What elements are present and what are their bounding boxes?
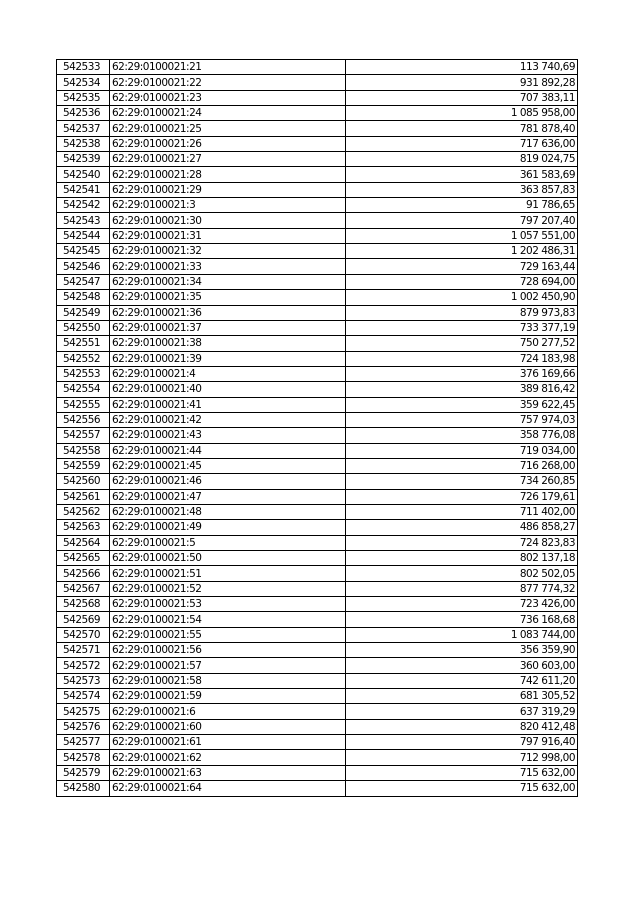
cadastral-number-cell: 62:29:0100021:4 xyxy=(110,366,346,381)
cadastral-value-cell: 389 816,42 xyxy=(346,382,578,397)
cadastral-number-cell: 62:29:0100021:43 xyxy=(110,428,346,443)
cadastral-number-cell: 62:29:0100021:29 xyxy=(110,182,346,197)
cadastral-value-cell: 1 085 958,00 xyxy=(346,106,578,121)
cadastral-value-cell: 717 636,00 xyxy=(346,136,578,151)
cadastral-value-cell: 360 603,00 xyxy=(346,658,578,673)
row-id-cell: 542578 xyxy=(57,750,110,765)
row-id-cell: 542569 xyxy=(57,612,110,627)
row-id-cell: 542560 xyxy=(57,474,110,489)
row-id-cell: 542544 xyxy=(57,228,110,243)
cadastral-number-cell: 62:29:0100021:56 xyxy=(110,643,346,658)
row-id-cell: 542539 xyxy=(57,152,110,167)
cadastral-number-cell: 62:29:0100021:60 xyxy=(110,719,346,734)
cadastral-number-cell: 62:29:0100021:25 xyxy=(110,121,346,136)
row-id-cell: 542557 xyxy=(57,428,110,443)
cadastral-number-cell: 62:29:0100021:40 xyxy=(110,382,346,397)
cadastral-number-cell: 62:29:0100021:33 xyxy=(110,259,346,274)
row-id-cell: 542575 xyxy=(57,704,110,719)
cadastral-value-cell: 797 207,40 xyxy=(346,213,578,228)
row-id-cell: 542573 xyxy=(57,673,110,688)
cadastral-number-cell: 62:29:0100021:46 xyxy=(110,474,346,489)
row-id-cell: 542577 xyxy=(57,735,110,750)
row-id-cell: 542540 xyxy=(57,167,110,182)
cadastral-number-cell: 62:29:0100021:36 xyxy=(110,305,346,320)
table-row xyxy=(57,489,578,504)
cadastral-value-cell: 750 277,52 xyxy=(346,336,578,351)
cadastral-value-cell: 802 502,05 xyxy=(346,566,578,581)
cadastral-value-cell: 359 622,45 xyxy=(346,397,578,412)
cadastral-number-cell: 62:29:0100021:55 xyxy=(110,627,346,642)
table-row xyxy=(57,152,578,167)
row-id-cell: 542566 xyxy=(57,566,110,581)
cadastral-value-cell: 931 892,28 xyxy=(346,75,578,90)
table-row xyxy=(57,458,578,473)
row-id-cell: 542541 xyxy=(57,182,110,197)
cadastral-number-cell: 62:29:0100021:48 xyxy=(110,504,346,519)
cadastral-number-cell: 62:29:0100021:58 xyxy=(110,673,346,688)
row-id-cell: 542574 xyxy=(57,689,110,704)
row-id-cell: 542580 xyxy=(57,781,110,796)
table-row xyxy=(57,182,578,197)
row-id-cell: 542535 xyxy=(57,90,110,105)
cadastral-value-cell: 358 776,08 xyxy=(346,428,578,443)
row-id-cell: 542568 xyxy=(57,597,110,612)
cadastral-value-cell: 1 002 450,90 xyxy=(346,290,578,305)
cadastral-number-cell: 62:29:0100021:42 xyxy=(110,412,346,427)
cadastral-value-cell: 376 169,66 xyxy=(346,366,578,381)
cadastral-number-cell: 62:29:0100021:62 xyxy=(110,750,346,765)
cadastral-value-cell: 719 034,00 xyxy=(346,443,578,458)
row-id-cell: 542546 xyxy=(57,259,110,274)
cadastral-number-cell: 62:29:0100021:37 xyxy=(110,320,346,335)
table-row xyxy=(57,290,578,305)
row-id-cell: 542545 xyxy=(57,244,110,259)
cadastral-number-cell: 62:29:0100021:30 xyxy=(110,213,346,228)
table-row xyxy=(57,397,578,412)
cadastral-value-cell: 729 163,44 xyxy=(346,259,578,274)
cadastral-value-cell: 715 632,00 xyxy=(346,765,578,780)
row-id-cell: 542551 xyxy=(57,336,110,351)
cadastral-number-cell: 62:29:0100021:28 xyxy=(110,167,346,182)
cadastral-number-cell: 62:29:0100021:24 xyxy=(110,106,346,121)
cadastral-value-cell: 728 694,00 xyxy=(346,274,578,289)
cadastral-number-cell: 62:29:0100021:27 xyxy=(110,152,346,167)
cadastral-number-cell: 62:29:0100021:59 xyxy=(110,689,346,704)
cadastral-value-table xyxy=(56,59,578,797)
table-row xyxy=(57,382,578,397)
cadastral-number-cell: 62:29:0100021:44 xyxy=(110,443,346,458)
cadastral-value-cell: 723 426,00 xyxy=(346,597,578,612)
cadastral-number-cell: 62:29:0100021:5 xyxy=(110,535,346,550)
row-id-cell: 542555 xyxy=(57,397,110,412)
cadastral-number-cell: 62:29:0100021:38 xyxy=(110,336,346,351)
cadastral-number-cell: 62:29:0100021:35 xyxy=(110,290,346,305)
cadastral-number-cell: 62:29:0100021:52 xyxy=(110,581,346,596)
cadastral-number-cell: 62:29:0100021:64 xyxy=(110,781,346,796)
table-row xyxy=(57,244,578,259)
row-id-cell: 542548 xyxy=(57,290,110,305)
row-id-cell: 542576 xyxy=(57,719,110,734)
cadastral-value-cell: 681 305,52 xyxy=(346,689,578,704)
row-id-cell: 542553 xyxy=(57,366,110,381)
table-row xyxy=(57,581,578,596)
cadastral-number-cell: 62:29:0100021:54 xyxy=(110,612,346,627)
row-id-cell: 542547 xyxy=(57,274,110,289)
table-row xyxy=(57,443,578,458)
cadastral-number-cell: 62:29:0100021:22 xyxy=(110,75,346,90)
cadastral-number-cell: 62:29:0100021:3 xyxy=(110,198,346,213)
row-id-cell: 542563 xyxy=(57,520,110,535)
cadastral-number-cell: 62:29:0100021:41 xyxy=(110,397,346,412)
cadastral-value-cell: 724 183,98 xyxy=(346,351,578,366)
table-row xyxy=(57,274,578,289)
cadastral-number-cell: 62:29:0100021:45 xyxy=(110,458,346,473)
cadastral-value-cell: 877 774,32 xyxy=(346,581,578,596)
row-id-cell: 542536 xyxy=(57,106,110,121)
cadastral-number-cell: 62:29:0100021:34 xyxy=(110,274,346,289)
cadastral-value-cell: 707 383,11 xyxy=(346,90,578,105)
cadastral-value-cell: 734 260,85 xyxy=(346,474,578,489)
row-id-cell: 542558 xyxy=(57,443,110,458)
table-row xyxy=(57,643,578,658)
cadastral-number-cell: 62:29:0100021:6 xyxy=(110,704,346,719)
row-id-cell: 542552 xyxy=(57,351,110,366)
cadastral-value-cell: 716 268,00 xyxy=(346,458,578,473)
row-id-cell: 542554 xyxy=(57,382,110,397)
table-row xyxy=(57,90,578,105)
table-row xyxy=(57,612,578,627)
cadastral-value-cell: 757 974,03 xyxy=(346,412,578,427)
row-id-cell: 542542 xyxy=(57,198,110,213)
cadastral-value-cell: 712 998,00 xyxy=(346,750,578,765)
row-id-cell: 542543 xyxy=(57,213,110,228)
cadastral-value-cell: 781 878,40 xyxy=(346,121,578,136)
table-row xyxy=(57,336,578,351)
cadastral-value-cell: 361 583,69 xyxy=(346,167,578,182)
table-row xyxy=(57,535,578,550)
table-row xyxy=(57,658,578,673)
cadastral-value-cell: 486 858,27 xyxy=(346,520,578,535)
cadastral-value-cell: 113 740,69 xyxy=(346,60,578,75)
table-row xyxy=(57,673,578,688)
cadastral-value-cell: 726 179,61 xyxy=(346,489,578,504)
table-row xyxy=(57,198,578,213)
cadastral-number-cell: 62:29:0100021:50 xyxy=(110,551,346,566)
table-row xyxy=(57,305,578,320)
table-row xyxy=(57,167,578,182)
cadastral-number-cell: 62:29:0100021:49 xyxy=(110,520,346,535)
cadastral-value-cell: 91 786,65 xyxy=(346,198,578,213)
cadastral-value-cell: 711 402,00 xyxy=(346,504,578,519)
cadastral-value-cell: 802 137,18 xyxy=(346,551,578,566)
table-row xyxy=(57,75,578,90)
table-row xyxy=(57,474,578,489)
table-row xyxy=(57,228,578,243)
table-row xyxy=(57,704,578,719)
cadastral-number-cell: 62:29:0100021:23 xyxy=(110,90,346,105)
cadastral-value-cell: 1 202 486,31 xyxy=(346,244,578,259)
cadastral-value-cell: 879 973,83 xyxy=(346,305,578,320)
cadastral-number-cell: 62:29:0100021:61 xyxy=(110,735,346,750)
table-row xyxy=(57,412,578,427)
table-row xyxy=(57,320,578,335)
cadastral-number-cell: 62:29:0100021:32 xyxy=(110,244,346,259)
cadastral-value-cell: 797 916,40 xyxy=(346,735,578,750)
table-row xyxy=(57,781,578,796)
cadastral-value-cell: 715 632,00 xyxy=(346,781,578,796)
cadastral-value-cell: 736 168,68 xyxy=(346,612,578,627)
cadastral-number-cell: 62:29:0100021:21 xyxy=(110,60,346,75)
row-id-cell: 542534 xyxy=(57,75,110,90)
table-row xyxy=(57,719,578,734)
cadastral-value-cell: 724 823,83 xyxy=(346,535,578,550)
cadastral-value-cell: 819 024,75 xyxy=(346,152,578,167)
cadastral-value-cell: 356 359,90 xyxy=(346,643,578,658)
cadastral-number-cell: 62:29:0100021:53 xyxy=(110,597,346,612)
table-row xyxy=(57,121,578,136)
table-row xyxy=(57,566,578,581)
row-id-cell: 542533 xyxy=(57,60,110,75)
table-row xyxy=(57,60,578,75)
row-id-cell: 542567 xyxy=(57,581,110,596)
table-row xyxy=(57,259,578,274)
row-id-cell: 542570 xyxy=(57,627,110,642)
row-id-cell: 542562 xyxy=(57,504,110,519)
cadastral-value-cell: 820 412,48 xyxy=(346,719,578,734)
row-id-cell: 542550 xyxy=(57,320,110,335)
cadastral-number-cell: 62:29:0100021:57 xyxy=(110,658,346,673)
table-row xyxy=(57,750,578,765)
cadastral-value-cell: 1 057 551,00 xyxy=(346,228,578,243)
table-row xyxy=(57,689,578,704)
row-id-cell: 542571 xyxy=(57,643,110,658)
cadastral-number-cell: 62:29:0100021:39 xyxy=(110,351,346,366)
cadastral-value-cell: 1 083 744,00 xyxy=(346,627,578,642)
cadastral-value-cell: 637 319,29 xyxy=(346,704,578,719)
row-id-cell: 542579 xyxy=(57,765,110,780)
row-id-cell: 542565 xyxy=(57,551,110,566)
cadastral-value-cell: 363 857,83 xyxy=(346,182,578,197)
table-row xyxy=(57,735,578,750)
cadastral-number-cell: 62:29:0100021:47 xyxy=(110,489,346,504)
table-row xyxy=(57,765,578,780)
row-id-cell: 542572 xyxy=(57,658,110,673)
table-row xyxy=(57,597,578,612)
row-id-cell: 542549 xyxy=(57,305,110,320)
cadastral-number-cell: 62:29:0100021:51 xyxy=(110,566,346,581)
table-body xyxy=(57,60,578,797)
table-row xyxy=(57,213,578,228)
table-row xyxy=(57,366,578,381)
row-id-cell: 542537 xyxy=(57,121,110,136)
row-id-cell: 542556 xyxy=(57,412,110,427)
table-row xyxy=(57,106,578,121)
table-row xyxy=(57,551,578,566)
table-row xyxy=(57,520,578,535)
table-row xyxy=(57,504,578,519)
cadastral-number-cell: 62:29:0100021:63 xyxy=(110,765,346,780)
row-id-cell: 542559 xyxy=(57,458,110,473)
table-row xyxy=(57,627,578,642)
row-id-cell: 542561 xyxy=(57,489,110,504)
table-row xyxy=(57,136,578,151)
cadastral-value-cell: 733 377,19 xyxy=(346,320,578,335)
table-row xyxy=(57,351,578,366)
row-id-cell: 542564 xyxy=(57,535,110,550)
cadastral-value-cell: 742 611,20 xyxy=(346,673,578,688)
row-id-cell: 542538 xyxy=(57,136,110,151)
table-row xyxy=(57,428,578,443)
cadastral-number-cell: 62:29:0100021:31 xyxy=(110,228,346,243)
cadastral-number-cell: 62:29:0100021:26 xyxy=(110,136,346,151)
